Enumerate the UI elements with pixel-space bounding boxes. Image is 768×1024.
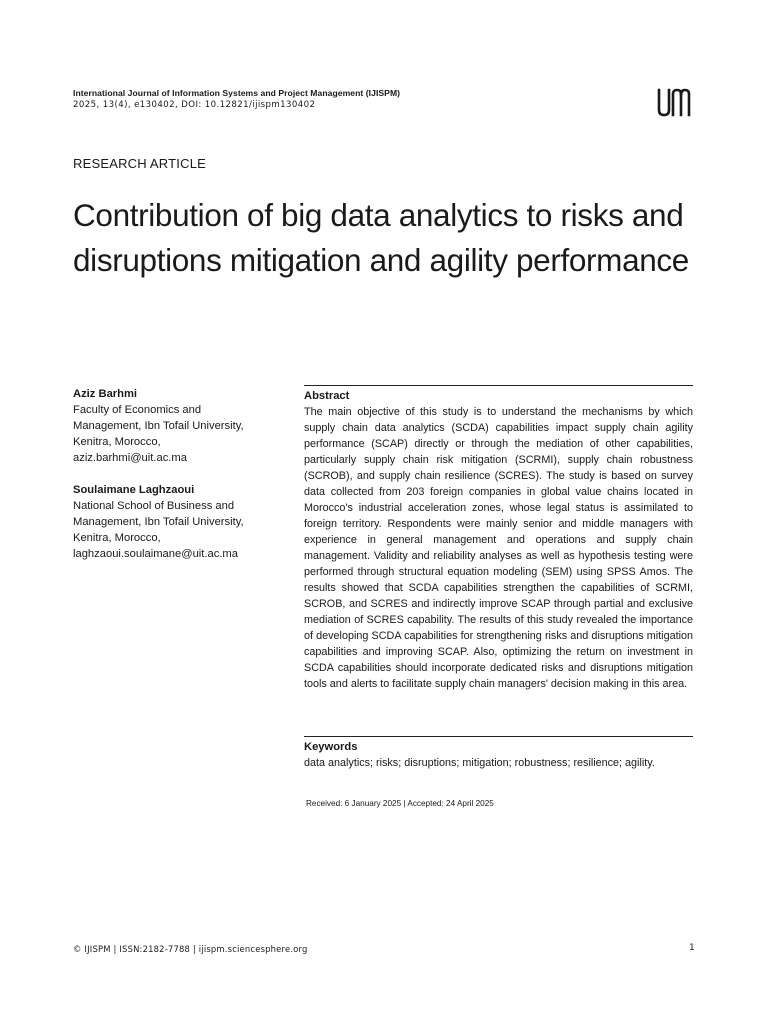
- paper-title: Contribution of big data analytics to risks and disruptions mitigation and agility performance: [73, 197, 689, 278]
- keywords-heading: Keywords: [304, 741, 358, 753]
- author-email: laghzaoui.soulaimane@uit.ac.ma: [73, 548, 238, 560]
- journal-citation: 2025, 13(4), e130402, DOI: 10.12821/ijispm130402: [73, 100, 316, 110]
- author-affiliation-line: Kenitra, Morocco,: [73, 436, 161, 448]
- footer-text: © IJISPM | ISSN:2182-7788 | ijispm.sciencesphere.org: [73, 944, 308, 954]
- journal-logo: [656, 86, 694, 118]
- page-number: 1: [689, 943, 695, 953]
- author-affiliation-line: National School of Business and: [73, 500, 235, 512]
- article-type: RESEARCH ARTICLE: [73, 156, 206, 171]
- journal-name: International Journal of Information Systems and Project Management (IJISPM): [73, 88, 401, 98]
- abstract-section: [304, 385, 693, 692]
- abstract-heading: Abstract: [304, 390, 350, 402]
- author-name: Aziz Barhmi: [73, 388, 138, 400]
- keywords-section: [304, 736, 693, 771]
- author-affiliation-line: Management, Ibn Tofail University,: [73, 420, 244, 432]
- author-email: aziz.barhmi@uit.ac.ma: [73, 452, 187, 464]
- abstract-divider: [304, 385, 693, 386]
- author-block: [73, 482, 293, 562]
- author-affiliation-line: Faculty of Economics and: [73, 404, 202, 416]
- keywords-divider: [304, 736, 693, 737]
- author-block: [73, 386, 293, 466]
- author-affiliation-line: Kenitra, Morocco,: [73, 532, 161, 544]
- author-name: Soulaimane Laghzaoui: [73, 484, 195, 496]
- author-list: [73, 386, 293, 578]
- abstract-text: The main objective of this study is to understand the mechanisms by which supply chain data analytics (SCDA) capabilities impact supply chain agility performance (SCAP) directly or through the mediation of other capabilities, particularly supply chain risk mitigation (SCRMI), supply chain robustness (SCROB), and supply chain resilience (SCRES). The study is based on survey data collected from 203 foreign companies in global value chains located in Morocco's industrial acceleration zones, whose legal status is assimilated to foreign territory. Respondents were mainly senior and middle managers with experience in general management and operations and supply chain management. Validity and reliability analyses as well as hypothesis testing were performed through structural equation modeling (SEM) using SPSS Amos. The results showed that SCDA capabilities strengthen the capabilities of SCRMI, SCROB, and SCRES and indirectly improve SCAP through partial and exclusive mediation of SCRES capability. The results of this study revealed the importance of developing SCDA capabilities for strengthening risks and disruptions mitigation capabilities and improving SCAP. Also, optimizing the return on investment in SCDA capabilities should incorporate dedicated risks and disruptions mitigation tools and alerts to facilitate supply chain managers' decision making in this area.: [304, 406, 693, 690]
- submission-dates: Received: 6 January 2025 | Accepted: 24 April 2025: [306, 799, 494, 808]
- keywords-text: data analytics; risks; disruptions; mitigation; robustness; resilience; agility.: [304, 757, 655, 769]
- author-affiliation-line: Management, Ibn Tofail University,: [73, 516, 244, 528]
- journal-header: [73, 87, 633, 111]
